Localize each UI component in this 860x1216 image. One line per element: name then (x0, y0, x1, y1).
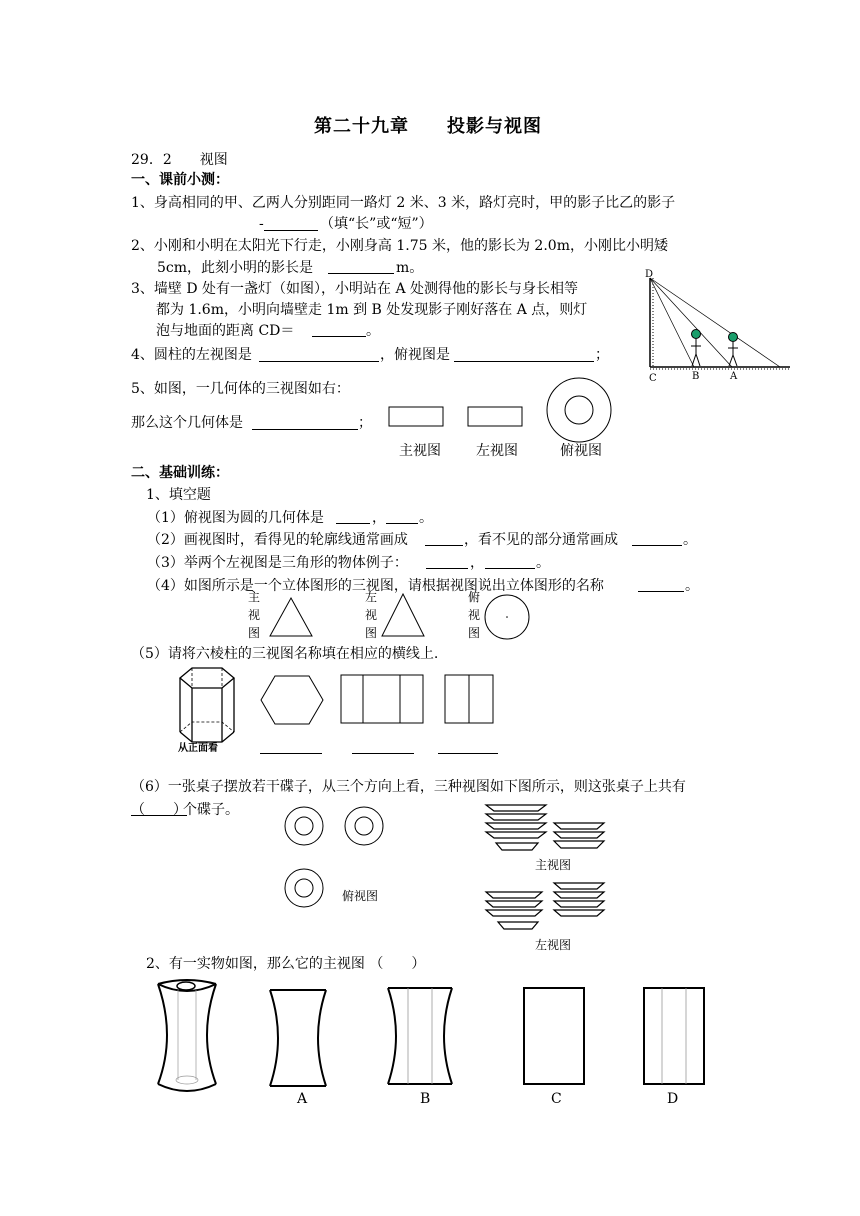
f2-answer-blank-1[interactable] (425, 545, 463, 546)
hexagonal-prism-figure (174, 664, 240, 746)
prism-caption: 从正面看 (178, 743, 218, 754)
q2-line2-suffix: m。 (396, 260, 424, 276)
lamp-label-a: A (730, 371, 738, 382)
q1-line2-prefix: - (259, 216, 264, 232)
lamp-shadow-diagram (640, 268, 800, 388)
f3-answer-blank-2[interactable] (485, 568, 535, 569)
q5-front-view-rect (389, 407, 443, 426)
f2-part-a: （2）画视图时，看得见的轮廓线通常画成 (147, 532, 408, 548)
f1-part-b: ， (372, 510, 386, 526)
q5-top-view-inner (565, 396, 593, 424)
q3-line3: 泡与地面的距离 CD＝ (156, 323, 295, 339)
f3-answer-blank-1[interactable] (426, 568, 468, 569)
f4-front-triangle (268, 596, 314, 638)
f6-answer-blank[interactable]: （ ） (131, 802, 187, 818)
q4-answer-blank-1[interactable] (259, 361, 379, 362)
option-d-figure[interactable] (642, 986, 706, 1086)
plates-left-view (484, 881, 608, 935)
q1-line2-suffix: （填“长”或“短”） (320, 216, 433, 232)
option-c-label[interactable]: C (551, 1091, 562, 1107)
person-a (728, 333, 738, 367)
q5-answer-blank[interactable] (252, 429, 358, 430)
part2-heading: 二、基础训练： (131, 465, 229, 481)
q2-line2-prefix: 5cm，此刻小明的影长是 (157, 260, 314, 276)
section-title: 29．2 视图 (131, 152, 228, 168)
f4-part-a: （4）如图所示是一个立体图形的三视图，请根据视图说出立体图形的名称 (147, 578, 604, 594)
q5-line2: 那么这个几何体是 (131, 415, 243, 431)
lamp-label-c: C (649, 373, 657, 384)
f4-part-b: 。 (685, 578, 699, 594)
q2-object-question: 2、有一实物如图，那么它的主视图 （ ） (146, 956, 426, 972)
q4-part-b: ，俯视图是 (380, 347, 450, 363)
q3-line3-suffix: 。 (366, 323, 380, 339)
concave-cylinder-object (152, 976, 222, 1100)
f4-answer-blank[interactable] (638, 591, 684, 592)
lamp-label-d: D (645, 269, 654, 280)
q3-answer-blank[interactable] (312, 336, 366, 337)
option-b-figure[interactable] (384, 986, 456, 1086)
lamp-label-b: B (692, 371, 700, 382)
q5-top-view-outer (547, 378, 611, 442)
option-c-figure[interactable] (522, 986, 586, 1086)
q5-line2-suffix: ； (358, 415, 372, 431)
f1-answer-blank-1[interactable] (336, 523, 370, 524)
f6-line1: （6）一张桌子摆放若干碟子，从三个方向上看，三种视图如下图所示，则这张桌子上共有 (131, 779, 686, 795)
f3-part-c: 。 (536, 555, 550, 571)
q5-label-front: 主视图 (399, 443, 441, 459)
prism-answer-blank-1[interactable] (260, 753, 322, 754)
q5-label-top: 俯视图 (560, 443, 602, 459)
q5-line1: 5、如图，一几何体的三视图如右： (131, 381, 350, 397)
q2-answer-blank[interactable] (328, 273, 394, 274)
f4-top-circle (484, 594, 530, 640)
f6-suffix: 个碟子。 (183, 802, 239, 818)
plates-top-label: 俯视图 (342, 889, 379, 903)
q4-part-c: ； (595, 347, 609, 363)
f1-part-a: （1）俯视图为圆的几何体是 (147, 510, 324, 526)
prism-hexagon-view (259, 674, 325, 726)
q4-answer-blank-2[interactable] (454, 361, 594, 362)
q5-left-view-rect (468, 407, 522, 426)
prism-three-rect-view (340, 674, 424, 724)
option-a-figure[interactable] (268, 988, 328, 1088)
q1-answer-blank[interactable] (264, 230, 318, 231)
f3-part-b: ， (470, 555, 484, 571)
plates-front-label: 主视图 (535, 858, 572, 872)
prism-answer-blank-2[interactable] (352, 753, 414, 754)
prism-answer-blank-3[interactable] (438, 753, 498, 754)
f4-left-triangle (380, 592, 426, 638)
f2-part-b: ，看不见的部分通常画成 (464, 532, 618, 548)
f1-part-c: 。 (419, 510, 433, 526)
chapter-title: 第二十九章 投影与视图 (314, 116, 542, 137)
q5-three-views (388, 373, 618, 443)
option-a-label[interactable]: A (297, 1091, 308, 1107)
option-d-label[interactable]: D (667, 1091, 679, 1107)
prism-two-rect-view (444, 674, 494, 724)
plates-left-label: 左视图 (535, 938, 572, 952)
q3-line2: 都为 1.6m，小明向墙壁走 1m 到 B 处发现影子刚好落在 A 点，则灯 (156, 302, 588, 318)
f2-part-c: 。 (683, 532, 697, 548)
part1-heading: 一、课前小测： (131, 172, 229, 188)
q4-part-a: 4、圆柱的左视图是 (131, 347, 252, 363)
q1-line1: 1、身高相同的甲、乙两人分别距同一路灯 2 米、3 米，路灯亮时，甲的影子比乙的影子 (131, 195, 676, 211)
f2-answer-blank-2[interactable] (632, 545, 682, 546)
f5-text: （5）请将六棱柱的三视图名称填在相应的横线上. (131, 646, 439, 662)
option-b-label[interactable]: B (420, 1091, 431, 1107)
fill-blank-subheading: 1、填空题 (146, 487, 211, 503)
plates-front-view (484, 803, 608, 855)
q2-line1: 2、小刚和小明在太阳光下行走，小刚身高 1.75 米，他的影长为 2.0m，小刚比小明矮 (131, 238, 668, 254)
person-b (691, 330, 701, 367)
f1-answer-blank-2[interactable] (386, 523, 418, 524)
q5-label-left: 左视图 (476, 443, 518, 459)
f3-part-a: （3）举两个左视图是三角形的物体例子： (147, 555, 408, 571)
q3-line1: 3、墙壁 D 处有一盏灯（如图），小明站在 A 处测得他的影长与身长相等 (131, 281, 579, 297)
